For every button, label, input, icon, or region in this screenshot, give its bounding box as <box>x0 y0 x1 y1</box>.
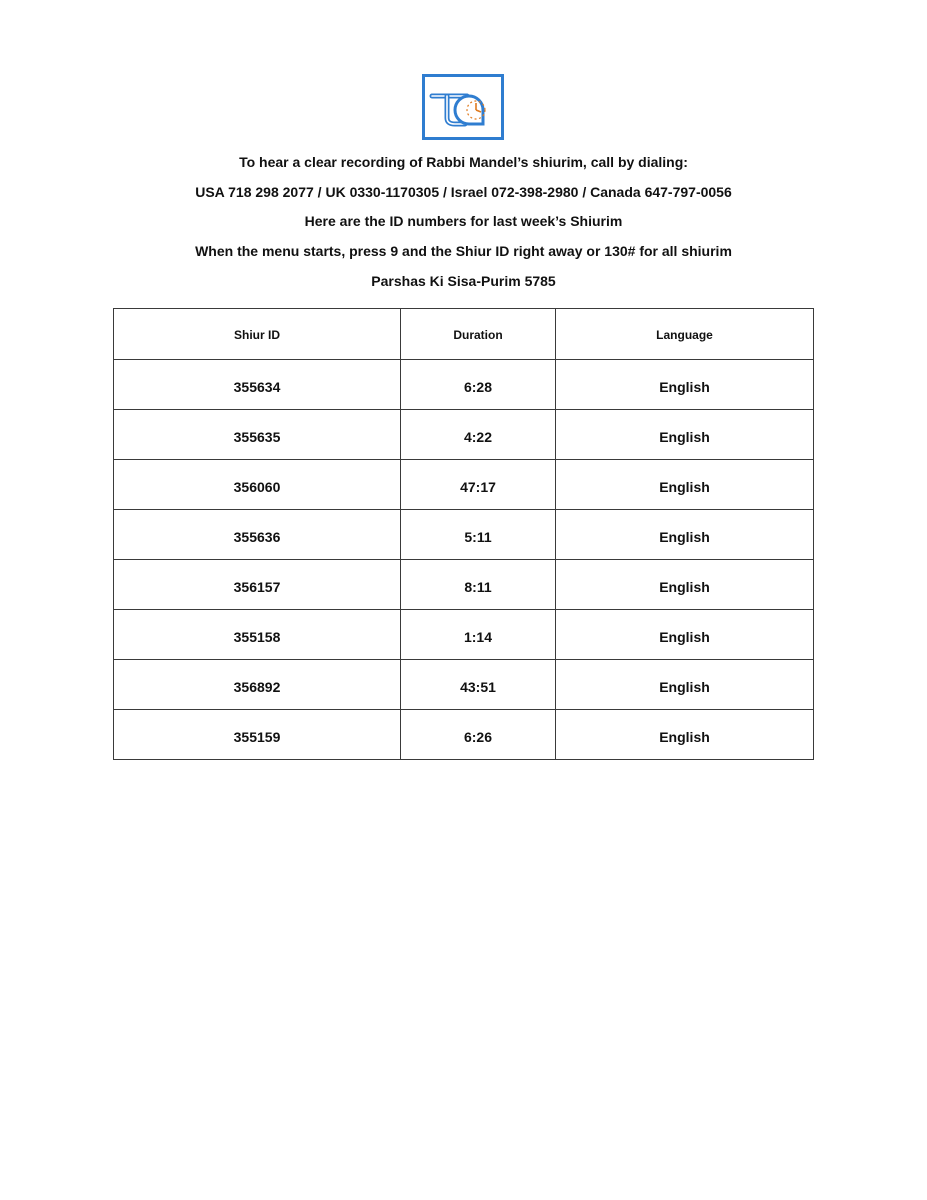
duration-cell: 4:22 <box>401 410 556 460</box>
table-row <box>114 360 814 410</box>
shiur-id-cell: 355158 <box>114 610 401 660</box>
column-header-duration: Duration <box>401 309 556 360</box>
language-cell: English <box>556 660 814 710</box>
language-cell: English <box>556 410 814 460</box>
duration-cell: 5:11 <box>401 510 556 560</box>
instructions: When the menu starts, press 9 and the Shiur ID right away or 130# for all shiurim <box>195 243 732 259</box>
intro-text: To hear a clear recording of Rabbi Mandel’s shiurim, call by dialing: <box>239 154 688 170</box>
table-row <box>114 560 814 610</box>
column-header-language: Language <box>556 309 814 360</box>
phone-numbers: USA 718 298 2077 / UK 0330-1170305 / Israel 072-398-2980 / Canada 647-797-0056 <box>195 184 732 200</box>
language-cell: English <box>556 560 814 610</box>
column-header-shiur-id: Shiur ID <box>114 309 401 360</box>
duration-cell: 47:17 <box>401 460 556 510</box>
shiur-id-cell: 355636 <box>114 510 401 560</box>
parsha-title: Parshas Ki Sisa-Purim 5785 <box>371 273 556 289</box>
language-cell: English <box>556 460 814 510</box>
table-row <box>114 410 814 460</box>
table-row <box>114 710 814 760</box>
language-cell: English <box>556 610 814 660</box>
shiur-id-cell: 355159 <box>114 710 401 760</box>
subtitle: Here are the ID numbers for last week’s Shiurim <box>304 213 623 229</box>
table-row <box>114 660 814 710</box>
duration-cell: 6:26 <box>401 710 556 760</box>
language-cell: English <box>556 510 814 560</box>
shiur-id-cell: 355634 <box>114 360 401 410</box>
logo <box>422 74 504 140</box>
duration-cell: 6:28 <box>401 360 556 410</box>
duration-cell: 8:11 <box>401 560 556 610</box>
shiur-id-cell: 355635 <box>114 410 401 460</box>
table-header-row <box>114 309 814 360</box>
ta-clock-logo-icon <box>425 77 501 137</box>
table-row <box>114 610 814 660</box>
duration-cell: 1:14 <box>401 610 556 660</box>
shiur-id-cell: 356060 <box>114 460 401 510</box>
shiur-id-cell: 356157 <box>114 560 401 610</box>
shiur-table <box>113 308 814 760</box>
table-row <box>114 460 814 510</box>
language-cell: English <box>556 360 814 410</box>
shiur-id-cell: 356892 <box>114 660 401 710</box>
table-row <box>114 510 814 560</box>
language-cell: English <box>556 710 814 760</box>
duration-cell: 43:51 <box>401 660 556 710</box>
